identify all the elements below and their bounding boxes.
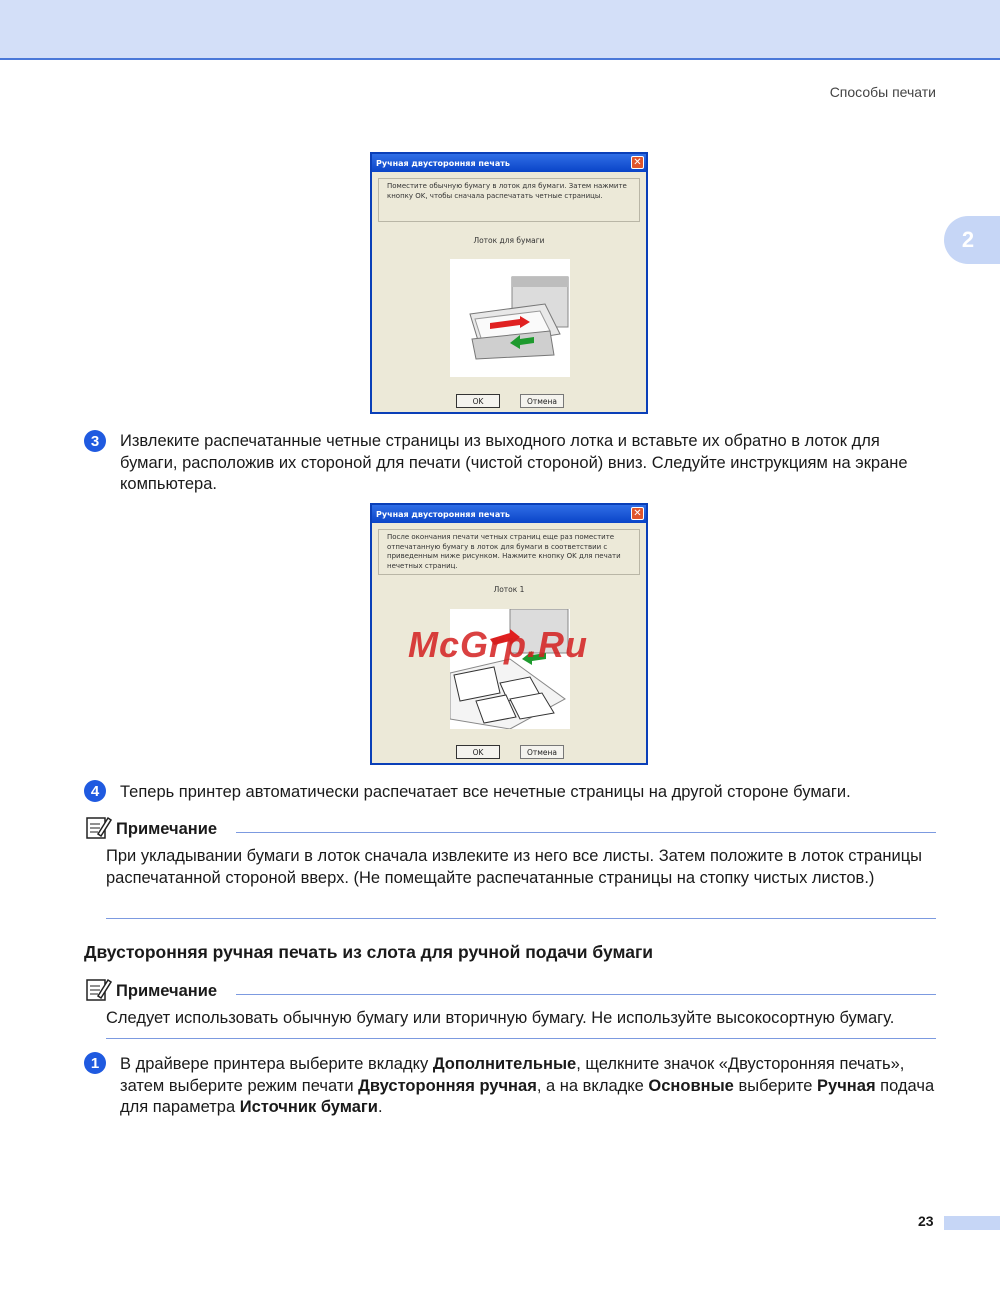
dialog-title-bar [372,154,646,172]
option-manual: Ручная [817,1076,876,1095]
step-1-part: В драйвере принтера выберите вкладку [120,1055,433,1073]
note-divider [236,994,936,995]
dialog-title-bar [372,505,646,523]
chapter-tab [944,216,1000,264]
dialog-message: После окончания печати четных страниц еще раз поместите отпечатанную бумагу в лоток для бумаги в соответствии с приведенным ниже рисунком. Нажмите кнопку OK для печати нечетных страниц. [378,529,640,575]
dialog-title: Ручная двусторонняя печать [376,509,510,519]
step-1-part: , а на вкладке [536,1076,649,1095]
dialog-title: Ручная двусторонняя печать [376,158,510,168]
paper-tray-illustration [450,259,570,377]
section-heading: Двусторонняя ручная печать из слота для ручной подачи бумаги [84,942,654,962]
step-number-1: 1 [84,1052,106,1074]
cancel-button[interactable]: Отмена [520,394,564,408]
top-banner [0,0,1000,60]
tab-name-basic: Основные [648,1076,734,1095]
close-icon[interactable]: ✕ [631,507,644,520]
step-1-part: выберите [733,1076,818,1095]
cancel-button[interactable]: Отмена [520,745,564,759]
param-paper-source: Источник бумаги [239,1098,378,1116]
note-text: Следует использовать обычную бумагу или вторичную бумагу. Не используйте высокосортную бумагу. [106,1009,895,1027]
ok-button[interactable]: OK [456,394,500,408]
note-header [84,980,936,1002]
note-divider [236,832,936,833]
step-3-text: Извлеките распечатанные четные страницы из выходного лотка и вставьте их обратно в лоток для бумаги, расположив их стороной для печати (чистой стороной) вниз. Следуйте инструкциям на экране компьютера. [120,432,908,493]
step-1-part: подача для параметра [120,1076,935,1116]
note-divider-bottom [106,918,936,919]
ok-button[interactable]: OK [456,745,500,759]
note-label: Примечание [116,982,218,1000]
step-1-text [120,1054,940,1119]
close-icon[interactable]: ✕ [631,156,644,169]
page-number: 23 [918,1213,934,1229]
note-label: Примечание [116,820,218,838]
step-1-part: , щелкните значок «Двусторонняя печать», затем выберите режим печати [120,1055,905,1095]
watermark: McGrp.Ru [408,624,589,665]
note-divider-bottom [106,1038,936,1039]
chapter-number: 2 [961,227,975,252]
dialog-caption: Лоток для бумаги [473,236,545,245]
note-pencil-icon [84,814,112,840]
dialog-manual-duplex-1 [370,152,648,414]
step-number-4: 4 [84,780,106,802]
step-1-part: . [377,1098,383,1116]
note-header [84,818,936,840]
dialog-caption: Лоток 1 [493,585,525,594]
page-number-bar [944,1216,1000,1230]
note-pencil-icon [84,976,112,1002]
note-text: При укладывании бумаги в лоток сначала извлеките из него все листы. Затем положите в лоток страницы распечатанной стороной вверх. (Не помещайте распечатанные страницы на стопку чистых листов.) [106,847,923,887]
section-title: Способы печати [829,84,936,100]
dialog-message: Поместите обычную бумагу в лоток для бумаги. Затем нажмите кнопку OK, чтобы сначала распечатать четные страницы. [378,178,640,222]
step-4-text: Теперь принтер автоматически распечатает все нечетные страницы на другой стороне бумаги. [120,783,851,801]
step-number-3: 3 [84,430,106,452]
mode-name-manual-duplex: Двусторонняя ручная [358,1076,537,1095]
tab-name-advanced: Дополнительные [432,1055,577,1073]
